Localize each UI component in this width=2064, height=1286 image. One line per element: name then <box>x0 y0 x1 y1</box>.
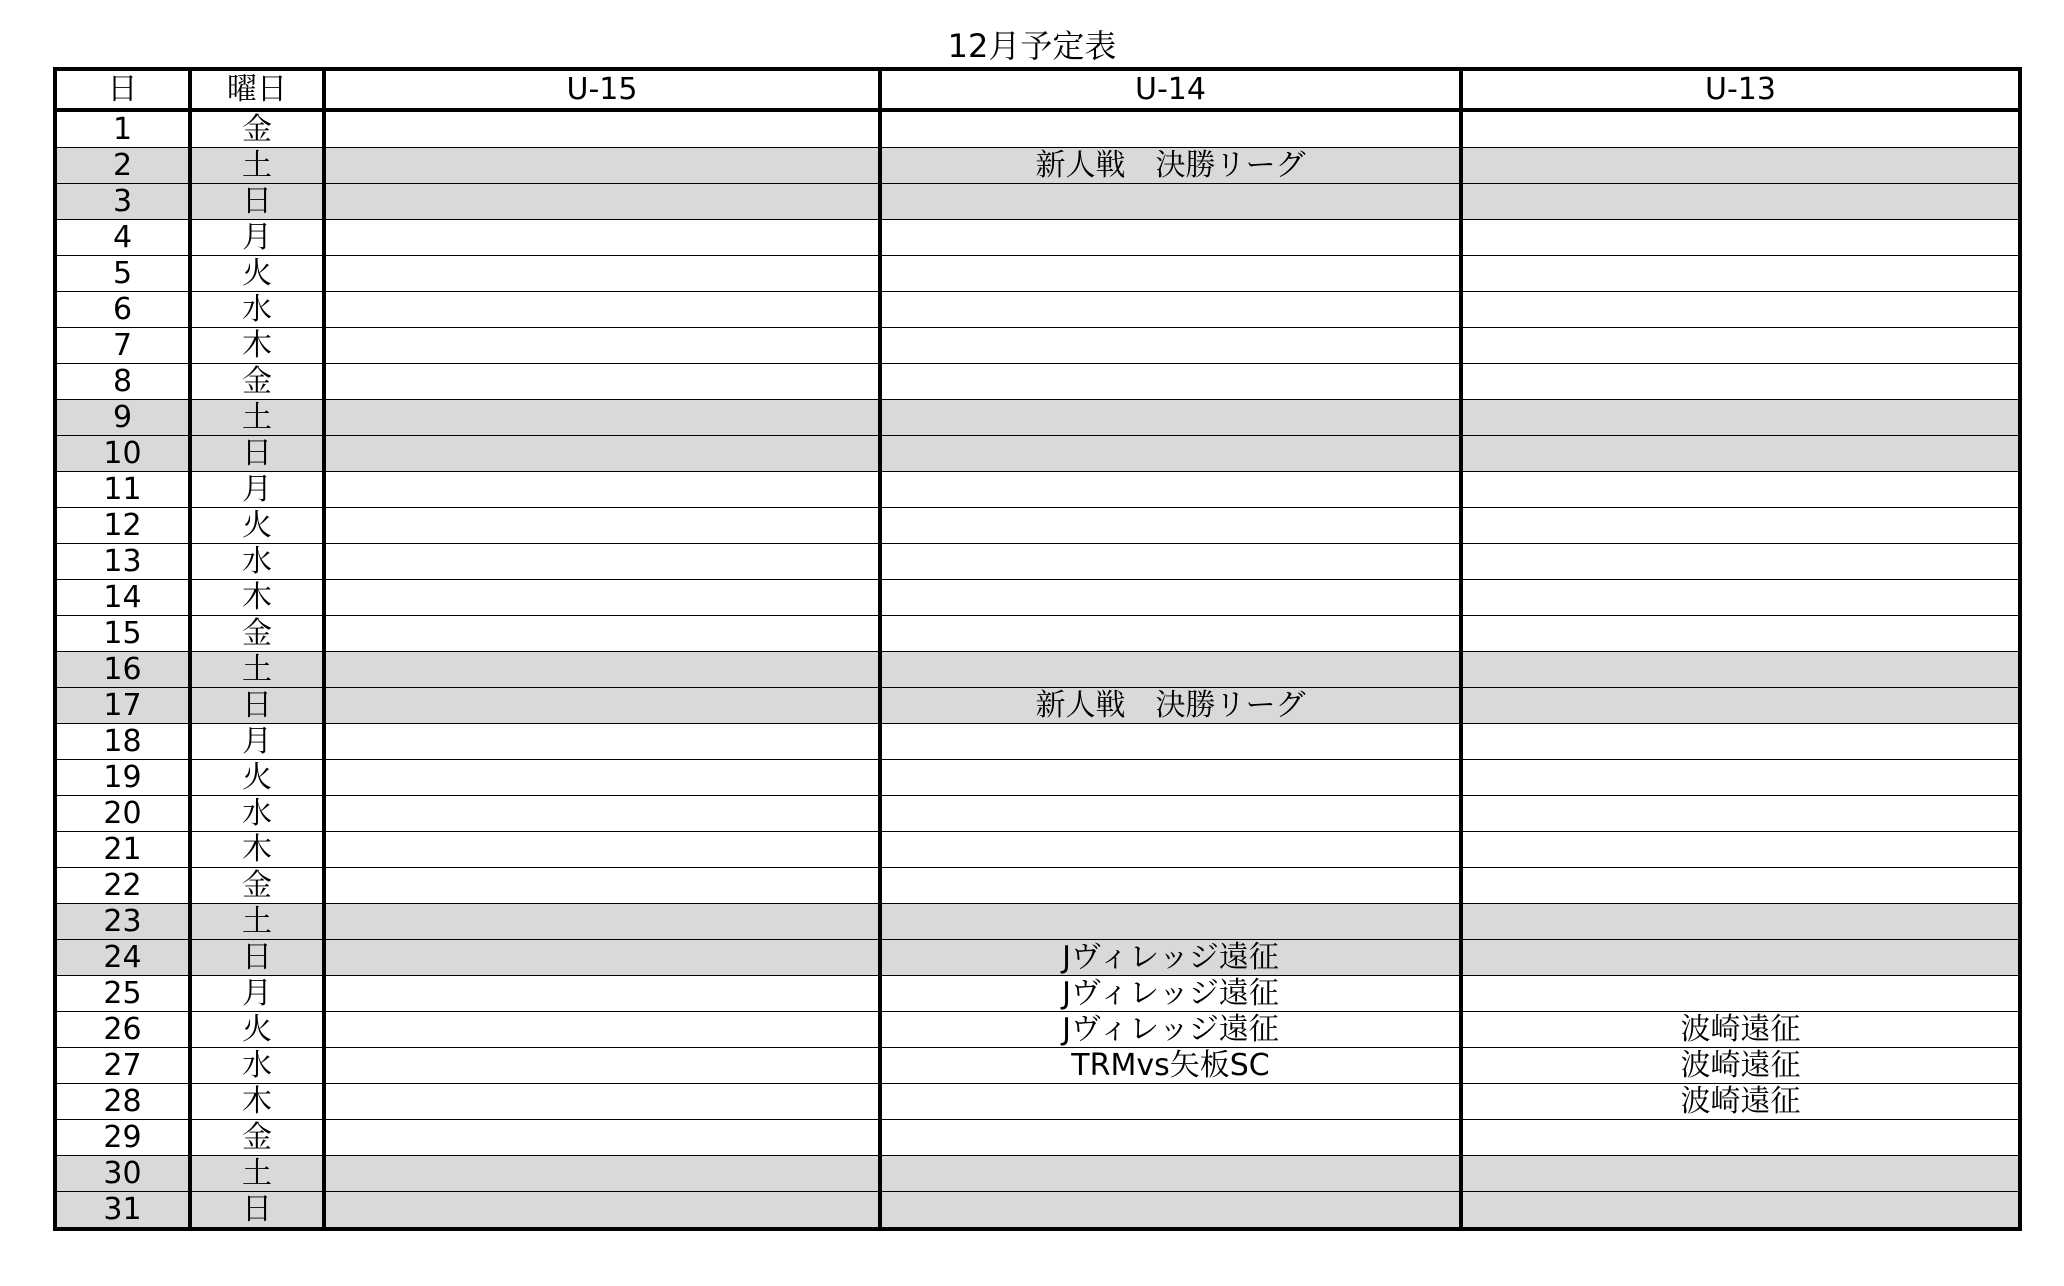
weekday-cell: 火 <box>190 508 324 544</box>
weekday-cell: 日 <box>190 436 324 472</box>
weekday-cell: 日 <box>190 688 324 724</box>
table-row <box>55 184 2020 220</box>
table-row <box>55 652 2020 688</box>
table-row <box>55 976 2020 1012</box>
weekday-cell: 火 <box>190 1012 324 1048</box>
u14-cell: 新人戦 決勝リーグ <box>880 148 1461 184</box>
day-cell: 24 <box>55 940 190 976</box>
day-cell: 26 <box>55 1012 190 1048</box>
u15-cell <box>324 616 880 652</box>
day-cell: 22 <box>55 868 190 904</box>
u14-cell <box>880 328 1461 364</box>
weekday-cell: 日 <box>190 940 324 976</box>
u15-cell <box>324 328 880 364</box>
weekday-cell: 火 <box>190 256 324 292</box>
column-header-u13: U-13 <box>1461 69 2020 110</box>
u15-cell <box>324 1048 880 1084</box>
u14-cell <box>880 508 1461 544</box>
u14-cell <box>880 400 1461 436</box>
u14-cell <box>880 904 1461 940</box>
u15-cell <box>324 256 880 292</box>
u15-cell <box>324 544 880 580</box>
schedule-table <box>53 67 2022 1231</box>
u13-cell <box>1461 688 2020 724</box>
u13-cell <box>1461 544 2020 580</box>
table-row <box>55 760 2020 796</box>
table-row <box>55 868 2020 904</box>
table-row <box>55 328 2020 364</box>
u14-cell <box>880 364 1461 400</box>
day-cell: 17 <box>55 688 190 724</box>
u14-cell <box>880 796 1461 832</box>
u14-cell: Jヴィレッジ遠征 <box>880 940 1461 976</box>
u14-cell <box>880 436 1461 472</box>
table-row <box>55 292 2020 328</box>
u15-cell <box>324 904 880 940</box>
day-cell: 29 <box>55 1120 190 1156</box>
day-cell: 18 <box>55 724 190 760</box>
u15-cell <box>324 184 880 220</box>
u15-cell <box>324 508 880 544</box>
u14-cell <box>880 220 1461 256</box>
u13-cell <box>1461 220 2020 256</box>
table-row <box>55 832 2020 868</box>
weekday-cell: 土 <box>190 148 324 184</box>
u14-cell <box>880 1192 1461 1230</box>
table-row <box>55 796 2020 832</box>
u13-cell <box>1461 508 2020 544</box>
column-header-u14: U-14 <box>880 69 1461 110</box>
u13-cell <box>1461 148 2020 184</box>
u14-cell <box>880 1156 1461 1192</box>
u15-cell <box>324 832 880 868</box>
u15-cell <box>324 436 880 472</box>
table-row <box>55 688 2020 724</box>
weekday-cell: 金 <box>190 1120 324 1156</box>
weekday-cell: 土 <box>190 652 324 688</box>
u15-cell <box>324 760 880 796</box>
u13-cell <box>1461 1192 2020 1230</box>
weekday-cell: 水 <box>190 796 324 832</box>
table-row <box>55 544 2020 580</box>
day-cell: 23 <box>55 904 190 940</box>
u14-cell <box>880 652 1461 688</box>
u13-cell <box>1461 256 2020 292</box>
weekday-cell: 水 <box>190 544 324 580</box>
day-cell: 1 <box>55 110 190 148</box>
u14-cell <box>880 580 1461 616</box>
u15-cell <box>324 688 880 724</box>
table-row <box>55 1192 2020 1230</box>
day-cell: 4 <box>55 220 190 256</box>
table-row <box>55 400 2020 436</box>
weekday-cell: 土 <box>190 904 324 940</box>
u14-cell <box>880 472 1461 508</box>
schedule-body <box>55 110 2020 1229</box>
column-header-day: 日 <box>55 69 190 110</box>
weekday-cell: 月 <box>190 472 324 508</box>
u13-cell <box>1461 832 2020 868</box>
u15-cell <box>324 1156 880 1192</box>
u14-cell: Jヴィレッジ遠征 <box>880 976 1461 1012</box>
day-cell: 14 <box>55 580 190 616</box>
u14-cell <box>880 868 1461 904</box>
u15-cell <box>324 292 880 328</box>
table-row <box>55 110 2020 148</box>
table-row <box>55 436 2020 472</box>
day-cell: 12 <box>55 508 190 544</box>
weekday-cell: 水 <box>190 292 324 328</box>
day-cell: 7 <box>55 328 190 364</box>
u15-cell <box>324 796 880 832</box>
u15-cell <box>324 364 880 400</box>
column-header-u15: U-15 <box>324 69 880 110</box>
table-row <box>55 616 2020 652</box>
day-cell: 25 <box>55 976 190 1012</box>
weekday-cell: 金 <box>190 364 324 400</box>
weekday-cell: 水 <box>190 1048 324 1084</box>
day-cell: 15 <box>55 616 190 652</box>
table-row <box>55 1120 2020 1156</box>
weekday-cell: 火 <box>190 760 324 796</box>
weekday-cell: 金 <box>190 868 324 904</box>
u14-cell: TRMvs矢板SC <box>880 1048 1461 1084</box>
u15-cell <box>324 220 880 256</box>
table-row <box>55 508 2020 544</box>
u14-cell <box>880 256 1461 292</box>
u13-cell <box>1461 868 2020 904</box>
u15-cell <box>324 976 880 1012</box>
u13-cell <box>1461 796 2020 832</box>
u13-cell <box>1461 580 2020 616</box>
u14-cell <box>880 1120 1461 1156</box>
u13-cell: 波崎遠征 <box>1461 1012 2020 1048</box>
u15-cell <box>324 652 880 688</box>
table-row <box>55 1084 2020 1120</box>
u13-cell <box>1461 616 2020 652</box>
weekday-cell: 木 <box>190 832 324 868</box>
u13-cell <box>1461 724 2020 760</box>
day-cell: 10 <box>55 436 190 472</box>
u13-cell <box>1461 110 2020 148</box>
u13-cell <box>1461 904 2020 940</box>
u13-cell: 波崎遠征 <box>1461 1084 2020 1120</box>
u13-cell <box>1461 940 2020 976</box>
table-row <box>55 1012 2020 1048</box>
u13-cell <box>1461 364 2020 400</box>
u13-cell <box>1461 292 2020 328</box>
u14-cell <box>880 724 1461 760</box>
u13-cell <box>1461 1120 2020 1156</box>
u15-cell <box>324 148 880 184</box>
header-row <box>55 69 2020 110</box>
u14-cell <box>880 616 1461 652</box>
u13-cell <box>1461 652 2020 688</box>
u15-cell <box>324 110 880 148</box>
u15-cell <box>324 868 880 904</box>
day-cell: 20 <box>55 796 190 832</box>
u14-cell <box>880 1084 1461 1120</box>
weekday-cell: 日 <box>190 184 324 220</box>
u14-cell <box>880 832 1461 868</box>
u15-cell <box>324 472 880 508</box>
day-cell: 3 <box>55 184 190 220</box>
table-row <box>55 472 2020 508</box>
u14-cell <box>880 110 1461 148</box>
table-row <box>55 256 2020 292</box>
u13-cell <box>1461 184 2020 220</box>
u15-cell <box>324 724 880 760</box>
column-header-weekday: 曜日 <box>190 69 324 110</box>
table-row <box>55 724 2020 760</box>
day-cell: 16 <box>55 652 190 688</box>
u13-cell <box>1461 976 2020 1012</box>
u14-cell: Jヴィレッジ遠征 <box>880 1012 1461 1048</box>
table-row <box>55 220 2020 256</box>
day-cell: 21 <box>55 832 190 868</box>
page-title: 12月予定表 <box>947 27 1117 65</box>
weekday-cell: 金 <box>190 110 324 148</box>
u15-cell <box>324 1192 880 1230</box>
day-cell: 30 <box>55 1156 190 1192</box>
table-row <box>55 940 2020 976</box>
weekday-cell: 土 <box>190 1156 324 1192</box>
u15-cell <box>324 1084 880 1120</box>
u15-cell <box>324 400 880 436</box>
u15-cell <box>324 1012 880 1048</box>
table-row <box>55 580 2020 616</box>
day-cell: 19 <box>55 760 190 796</box>
u13-cell <box>1461 400 2020 436</box>
u13-cell: 波崎遠征 <box>1461 1048 2020 1084</box>
u14-cell <box>880 544 1461 580</box>
table-row <box>55 364 2020 400</box>
u13-cell <box>1461 328 2020 364</box>
u13-cell <box>1461 1156 2020 1192</box>
u13-cell <box>1461 436 2020 472</box>
weekday-cell: 月 <box>190 724 324 760</box>
weekday-cell: 月 <box>190 976 324 1012</box>
u14-cell <box>880 292 1461 328</box>
day-cell: 28 <box>55 1084 190 1120</box>
table-row <box>55 904 2020 940</box>
day-cell: 31 <box>55 1192 190 1230</box>
u15-cell <box>324 940 880 976</box>
weekday-cell: 木 <box>190 1084 324 1120</box>
weekday-cell: 月 <box>190 220 324 256</box>
day-cell: 11 <box>55 472 190 508</box>
u14-cell <box>880 760 1461 796</box>
u15-cell <box>324 580 880 616</box>
table-row <box>55 148 2020 184</box>
day-cell: 8 <box>55 364 190 400</box>
weekday-cell: 木 <box>190 328 324 364</box>
day-cell: 9 <box>55 400 190 436</box>
u13-cell <box>1461 472 2020 508</box>
u14-cell <box>880 184 1461 220</box>
weekday-cell: 木 <box>190 580 324 616</box>
weekday-cell: 土 <box>190 400 324 436</box>
table-row <box>55 1156 2020 1192</box>
u14-cell: 新人戦 決勝リーグ <box>880 688 1461 724</box>
day-cell: 5 <box>55 256 190 292</box>
day-cell: 2 <box>55 148 190 184</box>
day-cell: 6 <box>55 292 190 328</box>
weekday-cell: 金 <box>190 616 324 652</box>
u13-cell <box>1461 760 2020 796</box>
day-cell: 13 <box>55 544 190 580</box>
weekday-cell: 日 <box>190 1192 324 1230</box>
day-cell: 27 <box>55 1048 190 1084</box>
table-row <box>55 1048 2020 1084</box>
u15-cell <box>324 1120 880 1156</box>
